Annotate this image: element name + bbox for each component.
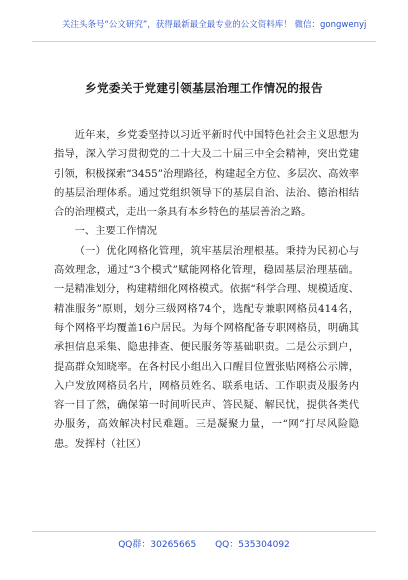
header-divider — [32, 41, 376, 42]
footer — [0, 537, 408, 550]
footer-qq-group: QQ群：30265665 — [118, 540, 197, 550]
header-banner: 关注头条号“公文研究”，获得最新最全最专业的公文资料库！ 微信：gongwenyj — [62, 20, 367, 30]
document-title: 乡党委关于党建引领基层治理工作情况的报告 — [85, 81, 323, 95]
section-paragraph: （一）优化网格化管理，筑牢基层治理根基。秉持为民初心与高效理念，通过“3个模式”赋能网格化管理，稳固基层治理基础。一是精准划分，构建精细化网格模式。依据“科学合理、规模适度、精准服务”原则，划分三级网格74个，选配专兼职网格员414名，每个网格平均覆盖16户居民。为每个网格配备专职网格员，明确其承担信息采集、隐患排查、便民服务等基础职责。二是公示到户，提高群众知晓率。在各村民小组出入口醒目位置张贴网格公示牌，入户发放网格员名片，网格员姓名、联系电话、工作职责及服务内容一目了然，确保第一时间听民声、答民疑、解民忧，提供各类代办服务，高效解决村民难题。三是凝聚力量，一“网”打尽风险隐患。发挥村（社区） — [54, 244, 359, 450]
document-body — [54, 126, 359, 454]
intro-paragraph: 近年来，乡党委坚持以习近平新时代中国特色社会主义思想为指导，深入学习贯彻党的二十大及二十届三中全会精神，突出党建引领，积极探索“3455”治理路径，构建起全方位、多层次、高效率的基层治理体系。通过党组织领导下的基层自治、法治、德治相结合的治理模式，走出一条具有本乡特色的基层善治之路。 — [54, 129, 359, 219]
footer-divider — [32, 531, 376, 532]
footer-qq: QQ：535304092 — [215, 540, 290, 550]
section-heading: 一、主要工作情况 — [74, 225, 157, 238]
